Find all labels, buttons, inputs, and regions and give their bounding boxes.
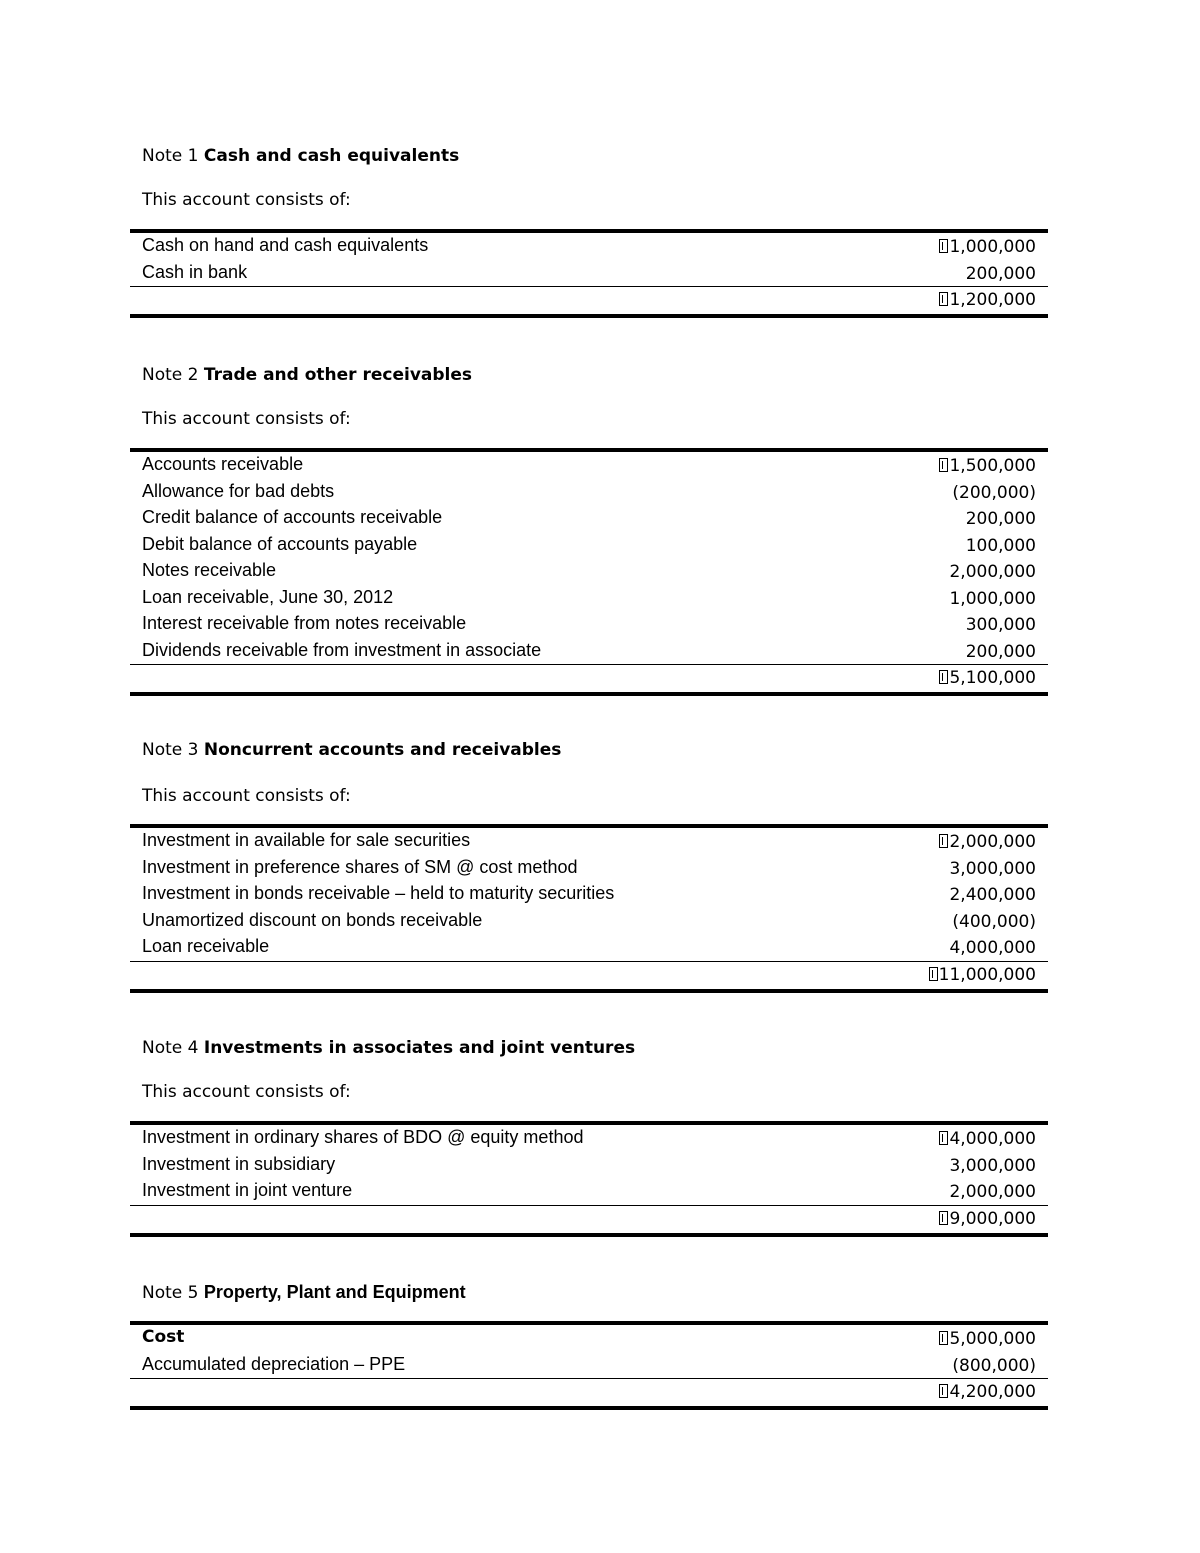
row-amount: 3,000,000 xyxy=(949,1155,1036,1176)
table-row xyxy=(130,260,1048,287)
row-label: Investment in preference shares of SM @ cost method xyxy=(142,856,578,877)
note-table xyxy=(130,1121,1048,1237)
total-row xyxy=(130,286,1048,318)
total-row xyxy=(130,961,1048,993)
row-amount: 200,000 xyxy=(965,641,1036,662)
table-row xyxy=(130,1325,1048,1352)
table-row xyxy=(130,1125,1048,1152)
row-amount: 300,000 xyxy=(965,615,1036,635)
note-table xyxy=(130,229,1048,318)
row-amount: 1,000,000 xyxy=(949,588,1036,609)
row-amount: 2,400,000 xyxy=(949,885,1036,905)
note-subtitle: This account consists of: xyxy=(142,1082,351,1102)
row-label: Loan receivable, June 30, 2012 xyxy=(142,586,394,607)
row-label: Cash in bank xyxy=(142,261,248,282)
table-row xyxy=(130,1352,1048,1379)
row-label: Investment in bonds receivable – held to maturity securities xyxy=(142,883,615,903)
peso-sign-icon xyxy=(939,1384,948,1398)
total-row xyxy=(130,664,1048,696)
row-amount: 100,000 xyxy=(965,535,1036,556)
row-amount: 4,000,000 xyxy=(949,938,1036,958)
table-row xyxy=(130,558,1048,585)
table-row xyxy=(130,934,1048,961)
table-row xyxy=(130,532,1048,559)
note-title: Note 1 Cash and cash equivalents xyxy=(142,146,460,166)
row-label: Investment in subsidiary xyxy=(142,1153,336,1174)
row-amount: 1,500,000 xyxy=(939,456,1036,476)
total-amount: 5,100,000 xyxy=(939,668,1036,688)
row-amount: 2,000,000 xyxy=(949,1182,1036,1202)
total-amount: 11,000,000 xyxy=(929,965,1036,985)
row-amount: 200,000 xyxy=(965,263,1036,284)
row-amount: 4,000,000 xyxy=(939,1129,1036,1149)
note-title: Note 2 Trade and other receivables xyxy=(142,365,473,385)
row-amount: (800,000) xyxy=(952,1355,1036,1376)
note-title: Note 4 Investments in associates and joint ventures xyxy=(142,1038,636,1058)
table-row xyxy=(130,505,1048,532)
table-row xyxy=(130,233,1048,260)
row-label: Loan receivable xyxy=(142,936,270,956)
total-row xyxy=(130,1205,1048,1237)
row-label: Interest receivable from notes receivable xyxy=(142,613,467,633)
total-amount: 4,200,000 xyxy=(939,1382,1036,1402)
note-subtitle: This account consists of: xyxy=(142,190,351,210)
peso-sign-icon xyxy=(939,239,948,253)
row-label: Cost xyxy=(142,1327,185,1347)
peso-sign-icon xyxy=(939,1211,948,1225)
note-subtitle: This account consists of: xyxy=(142,786,351,806)
total-amount: 1,200,000 xyxy=(939,290,1036,310)
peso-sign-icon xyxy=(939,458,948,472)
row-amount: 1,000,000 xyxy=(939,237,1036,257)
total-amount: 9,000,000 xyxy=(939,1209,1036,1229)
row-label: Unamortized discount on bonds receivable xyxy=(142,909,483,930)
note-title: Note 5 Property, Plant and Equipment xyxy=(142,1282,466,1303)
table-row xyxy=(130,638,1048,665)
peso-sign-icon xyxy=(939,1331,948,1345)
table-row xyxy=(130,908,1048,935)
row-label: Investment in joint venture xyxy=(142,1180,353,1200)
row-amount: 3,000,000 xyxy=(949,858,1036,879)
row-label: Accumulated depreciation – PPE xyxy=(142,1353,406,1374)
note-table xyxy=(130,824,1048,993)
note-subtitle: This account consists of: xyxy=(142,409,351,429)
table-row xyxy=(130,828,1048,855)
table-row xyxy=(130,881,1048,908)
table-row xyxy=(130,479,1048,506)
note-table xyxy=(130,448,1048,696)
table-row xyxy=(130,585,1048,612)
note-title: Note 3 Noncurrent accounts and receivables xyxy=(142,740,562,760)
peso-sign-icon xyxy=(939,670,948,684)
table-row xyxy=(130,1178,1048,1205)
row-amount: 5,000,000 xyxy=(939,1329,1036,1349)
peso-sign-icon xyxy=(939,1131,948,1145)
row-amount: 2,000,000 xyxy=(939,832,1036,852)
peso-sign-icon xyxy=(929,967,938,981)
peso-sign-icon xyxy=(939,292,948,306)
peso-sign-icon xyxy=(939,834,948,848)
row-label: Investment in ordinary shares of BDO @ equity method xyxy=(142,1127,584,1147)
table-row xyxy=(130,611,1048,638)
row-label: Credit balance of accounts receivable xyxy=(142,507,443,527)
row-label: Allowance for bad debts xyxy=(142,480,335,501)
row-amount: 200,000 xyxy=(965,509,1036,529)
row-label: Dividends receivable from investment in associate xyxy=(142,639,542,660)
row-label: Debit balance of accounts payable xyxy=(142,533,418,554)
total-row xyxy=(130,1378,1048,1410)
row-amount: (200,000) xyxy=(952,482,1036,503)
table-row xyxy=(130,1152,1048,1179)
note-table xyxy=(130,1321,1048,1410)
row-amount: 2,000,000 xyxy=(949,562,1036,582)
row-label: Notes receivable xyxy=(142,560,277,580)
row-amount: (400,000) xyxy=(952,911,1036,932)
row-label: Cash on hand and cash equivalents xyxy=(142,235,429,255)
table-row xyxy=(130,452,1048,479)
table-row xyxy=(130,855,1048,882)
row-label: Accounts receivable xyxy=(142,454,304,474)
row-label: Investment in available for sale securities xyxy=(142,830,471,850)
